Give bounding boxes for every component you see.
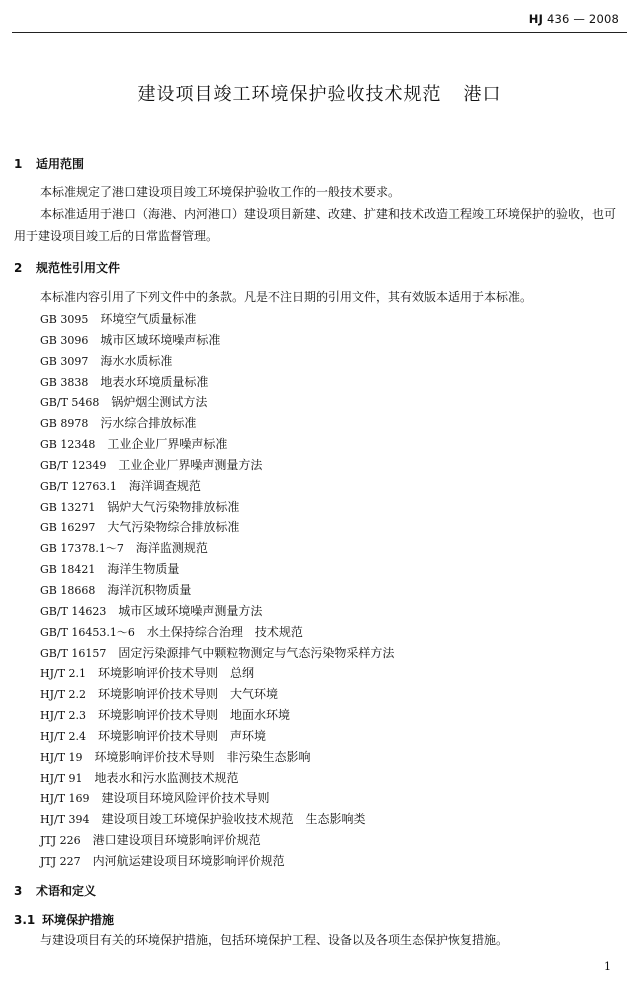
reference-item — [40, 747, 394, 768]
reference-code: HJ/T 2.2 — [40, 688, 87, 702]
reference-code: GB/T 14623 — [40, 604, 107, 618]
reference-title: 锅炉大气污染物排放标准 — [107, 499, 240, 514]
section-3-1-text: 与建设项目有关的环境保护措施，包括环境保护工程、设备以及各项生态保护恢复措施。 — [40, 933, 509, 947]
reference-code: HJ/T 169 — [40, 792, 90, 806]
reference-title: 工业企业厂界噪声测量方法 — [118, 457, 263, 472]
reference-item — [40, 372, 394, 393]
reference-title: 环境影响评价技术导则 大气环境 — [98, 687, 279, 702]
reference-item — [40, 622, 394, 643]
reference-item — [40, 392, 394, 413]
reference-code: GB/T 12349 — [40, 458, 107, 472]
reference-title: 地表水环境质量标准 — [100, 374, 209, 389]
section-1-paragraph-2: 本标准适用于港口（海港、内河港口）建设项目新建、改建、扩建和技术改造工程竣工环境保护的验收，也可用于建设项目竣工后的日常监督管理。 — [14, 207, 617, 243]
reference-code: GB 3097 — [40, 354, 89, 368]
reference-item — [40, 538, 394, 559]
reference-code: HJ/T 91 — [40, 771, 83, 785]
reference-title: 港口建设项目环境影响评价规范 — [92, 833, 261, 848]
section-2-heading — [14, 259, 120, 276]
reference-item — [40, 559, 394, 580]
reference-code: GB 18668 — [40, 583, 96, 597]
header-divider — [12, 32, 627, 33]
reference-item — [40, 517, 394, 538]
document-title-main: 建设项目竣工环境保护验收技术规范 — [137, 84, 442, 105]
reference-title: 环境影响评价技术导则 声环境 — [98, 728, 267, 743]
reference-code: GB 17378.1～7 — [40, 542, 124, 556]
reference-title: 海水水质标准 — [100, 353, 173, 368]
reference-title: 海洋生物质量 — [107, 562, 180, 577]
reference-code: GB/T 16453.1～6 — [40, 625, 135, 639]
reference-code: GB/T 12763.1 — [40, 479, 117, 493]
reference-item — [40, 413, 394, 434]
reference-code: GB 18421 — [40, 563, 96, 577]
section-2-intro: 本标准内容引用了下列文件中的条款。凡是不注日期的引用文件，其有效版本适用于本标准。 — [40, 290, 533, 304]
standard-code-number: 436 — 2008 — [546, 12, 619, 26]
section-3-title: 术语和定义 — [36, 884, 97, 898]
reference-title: 工业企业厂界噪声标准 — [107, 437, 228, 452]
section-1-title: 适用范围 — [36, 157, 85, 171]
reference-title: 环境影响评价技术导则 地面水环境 — [98, 708, 291, 723]
document-title — [0, 80, 639, 106]
reference-item — [40, 684, 394, 705]
reference-item — [40, 663, 394, 684]
section-1-number: 1 — [14, 157, 23, 171]
reference-title: 海洋监测规范 — [135, 541, 208, 556]
reference-code: GB/T 16157 — [40, 646, 107, 660]
reference-title: 海洋调查规范 — [128, 478, 201, 493]
section-3-1-heading — [14, 911, 114, 928]
reference-item — [40, 726, 394, 747]
reference-title: 海洋沉积物质量 — [107, 582, 192, 597]
reference-title: 环境影响评价技术导则 总纲 — [98, 666, 255, 681]
reference-title: 地表水和污水监测技术规范 — [94, 770, 239, 785]
reference-code: HJ/T 2.1 — [40, 667, 87, 681]
standard-code-prefix: HJ — [528, 12, 544, 26]
reference-item — [40, 601, 394, 622]
reference-item — [40, 497, 394, 518]
section-3-1-number: 3.1 — [14, 913, 36, 927]
reference-item — [40, 580, 394, 601]
reference-title: 固定污染源排气中颗粒物测定与气态污染物采样方法 — [118, 645, 395, 660]
section-1-paragraph-1: 本标准规定了港口建设项目竣工环境保护验收工作的一般技术要求。 — [40, 185, 401, 199]
reference-title: 城市区域环境噪声标准 — [100, 332, 221, 347]
reference-code: GB 12348 — [40, 438, 96, 452]
reference-code: JTJ 226 — [40, 834, 81, 848]
reference-item — [40, 309, 394, 330]
reference-item — [40, 330, 394, 351]
reference-item — [40, 643, 394, 664]
reference-code: GB 13271 — [40, 500, 96, 514]
reference-title: 污水综合排放标准 — [100, 416, 197, 431]
normative-reference-list — [40, 309, 394, 872]
reference-item — [40, 351, 394, 372]
reference-title: 水土保持综合治理 技术规范 — [146, 624, 303, 639]
section-2-number: 2 — [14, 261, 23, 275]
reference-item — [40, 809, 394, 830]
section-3-number: 3 — [14, 884, 23, 898]
section-3-1-title: 环境保护措施 — [42, 913, 115, 927]
document-title-suffix: 港口 — [463, 84, 502, 105]
section-3-heading — [14, 882, 96, 899]
reference-code: HJ/T 19 — [40, 750, 83, 764]
reference-item — [40, 705, 394, 726]
reference-item — [40, 434, 394, 455]
page-number: 1 — [604, 960, 611, 973]
reference-item — [40, 768, 394, 789]
reference-item — [40, 788, 394, 809]
reference-title: 内河航运建设项目环境影响评价规范 — [92, 853, 285, 868]
reference-title: 锅炉烟尘测试方法 — [111, 395, 208, 410]
reference-item — [40, 830, 394, 851]
reference-code: HJ/T 394 — [40, 813, 90, 827]
standard-code — [529, 12, 619, 26]
reference-item — [40, 476, 394, 497]
reference-code: HJ/T 2.3 — [40, 709, 87, 723]
reference-title: 建设项目竣工环境保护验收技术规范 生态影响类 — [101, 812, 366, 827]
reference-code: GB 3096 — [40, 333, 89, 347]
reference-title: 建设项目环境风险评价技术导则 — [101, 791, 270, 806]
reference-code: GB/T 5468 — [40, 396, 100, 410]
reference-title: 城市区域环境噪声测量方法 — [118, 603, 263, 618]
reference-code: GB 8978 — [40, 417, 89, 431]
reference-title: 环境空气质量标准 — [100, 312, 197, 326]
reference-item — [40, 455, 394, 476]
reference-code: GB 16297 — [40, 521, 96, 535]
reference-title: 大气污染物综合排放标准 — [107, 520, 240, 535]
reference-code: JTJ 227 — [40, 854, 81, 868]
reference-code: GB 3095 — [40, 313, 89, 326]
section-1-heading — [14, 155, 84, 172]
reference-code: GB 3838 — [40, 375, 89, 389]
reference-code: HJ/T 2.4 — [40, 729, 87, 743]
reference-item — [40, 851, 394, 872]
section-2-title: 规范性引用文件 — [36, 261, 121, 275]
reference-title: 环境影响评价技术导则 非污染生态影响 — [94, 749, 311, 764]
